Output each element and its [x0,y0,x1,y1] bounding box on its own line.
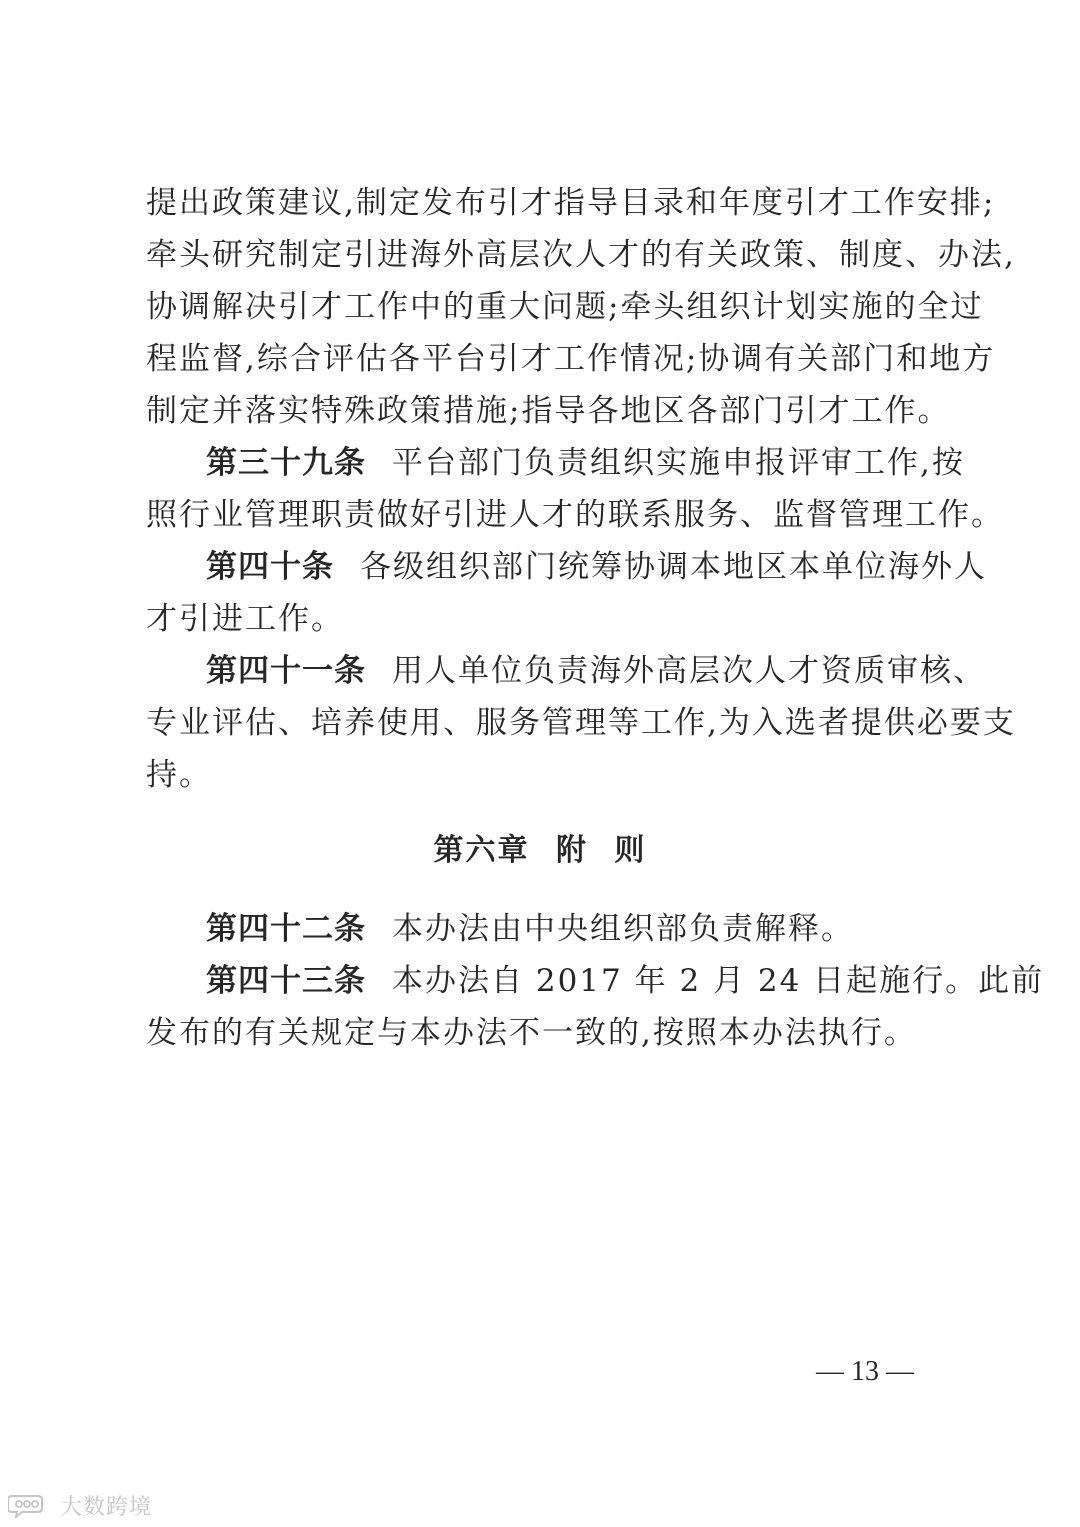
article-label: 第四十一条 [206,653,366,689]
article-text: 本办法自 2017 年 2 月 24 日起施行。此前 [392,963,1045,999]
chapter-heading: 第六章 附 则 [433,833,647,868]
article-label: 第四十二条 [206,911,366,947]
article-40-first-line [206,542,987,592]
article-43-first-line [206,956,1045,1006]
paragraph-line: 协调解决引才工作中的重大问题;牵头组织计划实施的全过 [146,289,984,325]
watermark [8,1488,152,1522]
page-number: — 13 — [816,1356,914,1387]
article-text: 平台部门负责组织实施申报评审工作,按 [392,445,965,481]
paragraph-line: 照行业管理职责做好引进人才的联系服务、监督管理工作。 [146,497,1004,533]
paragraph-line: 制定并落实特殊政策措施;指导各地区各部门引才工作。 [146,393,951,429]
article-label: 第四十三条 [206,963,366,999]
speech-bubble-logo-icon [8,1492,54,1518]
article-42-first-line [206,904,936,954]
article-label: 第三十九条 [206,445,366,481]
watermark-text: 大数跨境 [60,1494,153,1520]
paragraph-line: 程监督,综合评估各平台引才工作情况;协调有关部门和地方 [146,341,996,377]
article-text: 各级组织部门统筹协调本地区本单位海外人 [360,549,987,585]
article-text: 本办法由中央组织部负责解释。 [392,911,854,947]
article-39-first-line [206,438,965,488]
paragraph-line: 发布的有关规定与本办法不一致的,按照本办法执行。 [146,1015,917,1051]
paragraph-line: 才引进工作。 [146,601,344,637]
paragraph-line: 持。 [146,757,212,793]
paragraph-line: 牵头研究制定引进海外高层次人才的有关政策、制度、办法, [146,237,1016,273]
article-41-first-line [206,646,986,696]
article-label: 第四十条 [206,549,334,585]
article-text: 用人单位负责海外高层次人才资质审核、 [392,653,986,689]
paragraph-line: 提出政策建议,制定发布引才指导目录和年度引才工作安排; [146,185,996,221]
paragraph-line: 专业评估、培养使用、服务管理等工作,为入选者提供必要支 [146,705,1016,741]
